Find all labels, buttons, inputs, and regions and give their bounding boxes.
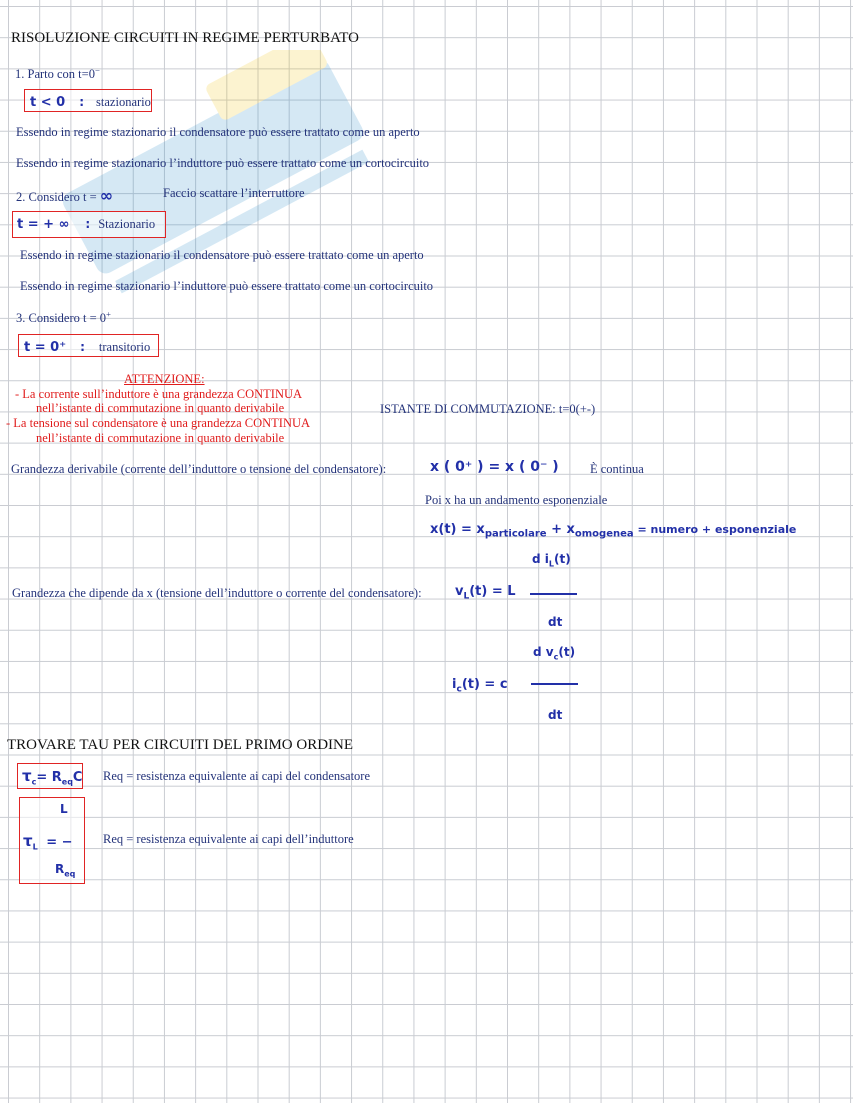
exp-note: Poi x ha un andamento esponenziale [425,493,608,507]
box-2-sep: : [85,217,91,231]
xt-sub-homogeneous: omogenea [574,528,634,540]
page-title: RISOLUZIONE CIRCUITI IN REGIME PERTURBATO [11,30,359,46]
box-3-sep: : [80,340,85,354]
box-3-label: transitorio [98,340,151,354]
tau-l-den-sub: eq [64,869,76,879]
tau-l-description: Req = resistenza equivalente ai capi dell’induttore [103,832,354,846]
attention-1b: nell’istante di commutazione in quanto derivabile [36,401,285,415]
ic-sub: c [456,684,462,695]
tau-c-rsub: eq [61,777,73,787]
attention-2b: nell’istante di commutazione in quanto derivabile [36,431,285,445]
cond-open-2: Essendo in regime stazionario il condensatore può essere trattato come un aperto [20,248,424,262]
derivable-label: Grandezza derivabile (corrente dell’induttore o tensione del condensatore): [11,462,387,476]
tau-c-description: Req = resistenza equivalente ai capi del condensatore [103,769,371,783]
tau-l-den-text: R [55,862,65,876]
commutation-instant: ISTANTE DI COMMUTAZIONE: t=0(+-) [380,402,596,416]
infinity-symbol: ∞ [99,186,114,205]
xt-sub-particular: particolare [484,528,547,540]
section-title-tau: TROVARE TAU PER CIRCUITI DEL PRIMO ORDINE [7,737,354,753]
attention-2a: - La tensione sul condensatore è una grandezza CONTINUA [6,416,311,430]
step-3-text: 3. Considero t = 0 [16,311,107,326]
tau-l-sub: L [32,842,38,852]
ic-lhs [452,677,508,695]
tau-l-lhs [23,832,73,852]
cond-open-1: Essendo in regime stazionario il condensatore può essere trattato come un aperto [16,125,420,139]
vl-sub: L [463,591,470,602]
step-3 [16,309,111,326]
tau-c-formula [22,767,82,787]
step-1 [15,65,100,82]
vl-num-text: d i [532,552,549,566]
continuity-formula: x ( 0⁺ ) = x ( 0⁻ ) [430,459,559,475]
vl-denominator: dt [548,615,563,629]
step-3-sup: + [106,309,111,319]
continuity-note: È continua [590,462,644,476]
xt-lhs: x(t) = x [430,522,485,537]
box-3-formula: t = 0⁺ [24,340,67,355]
step-2-text: 2. Considero t = [16,190,97,204]
step-1-sup: − [94,65,100,75]
tau-c-symbol: τ [22,767,32,785]
vl-num-sub: L [548,559,554,569]
attention-title: ATTENZIONE: [124,372,205,386]
vl-lhs [455,584,516,602]
box-3-content [24,338,150,356]
ic-mid: (t) = c [461,677,508,692]
tau-c-sub: c [31,777,37,787]
box-1-content [30,93,151,111]
vl-num-end: (t) [554,552,571,566]
tau-l-eq: = − [46,835,73,850]
box-1-formula: t < 0 [30,95,66,110]
ind-short-2: Essendo in regime stazionario l’induttore può essere trattato come un cortocircuito [20,279,434,293]
ind-short-1: Essendo in regime stazionario l’induttore può essere trattato come un cortocircuito [16,156,430,170]
vl-symbol: v [455,584,464,599]
switch-note: Faccio scattare l’interruttore [163,186,305,200]
attention-1a: - La corrente sull’induttore è una grandezza CONTINUA [15,387,303,401]
box-2-label: Stazionario [98,217,156,231]
tau-l-symbol: τ [23,832,33,850]
step-2 [16,186,113,205]
ic-fraction-line [531,683,578,685]
depends-label: Grandezza che dipende da x (tensione dell’induttore o corrente del condensatore): [12,586,422,600]
vl-mid: (t) = L [469,584,516,599]
xt-formula [430,522,796,540]
tau-c-rhs: = R [36,770,62,785]
vl-fraction-line [530,593,577,595]
box-2-formula: t = + ∞ [17,217,70,232]
tau-l-numerator: L [60,802,68,816]
box-2-content [17,215,155,233]
step-1-text: 1. Parto con t=0 [15,67,95,82]
box-1-sep: : [79,95,85,109]
ic-denominator: dt [548,708,563,722]
tau-l-denominator [55,862,75,878]
box-1-label: stazionario [96,95,151,109]
vl-numerator [532,552,571,568]
xt-rhs: = numero + esponenziale [633,523,797,536]
ic-num-end: (t) [558,645,576,659]
ic-symbol: i [452,677,457,692]
ic-numerator [533,645,575,661]
ic-num-sub: c [553,652,559,662]
xt-plus: + x [546,522,575,537]
ic-num-text: d v [533,645,554,659]
tau-c-end: C [72,770,83,785]
